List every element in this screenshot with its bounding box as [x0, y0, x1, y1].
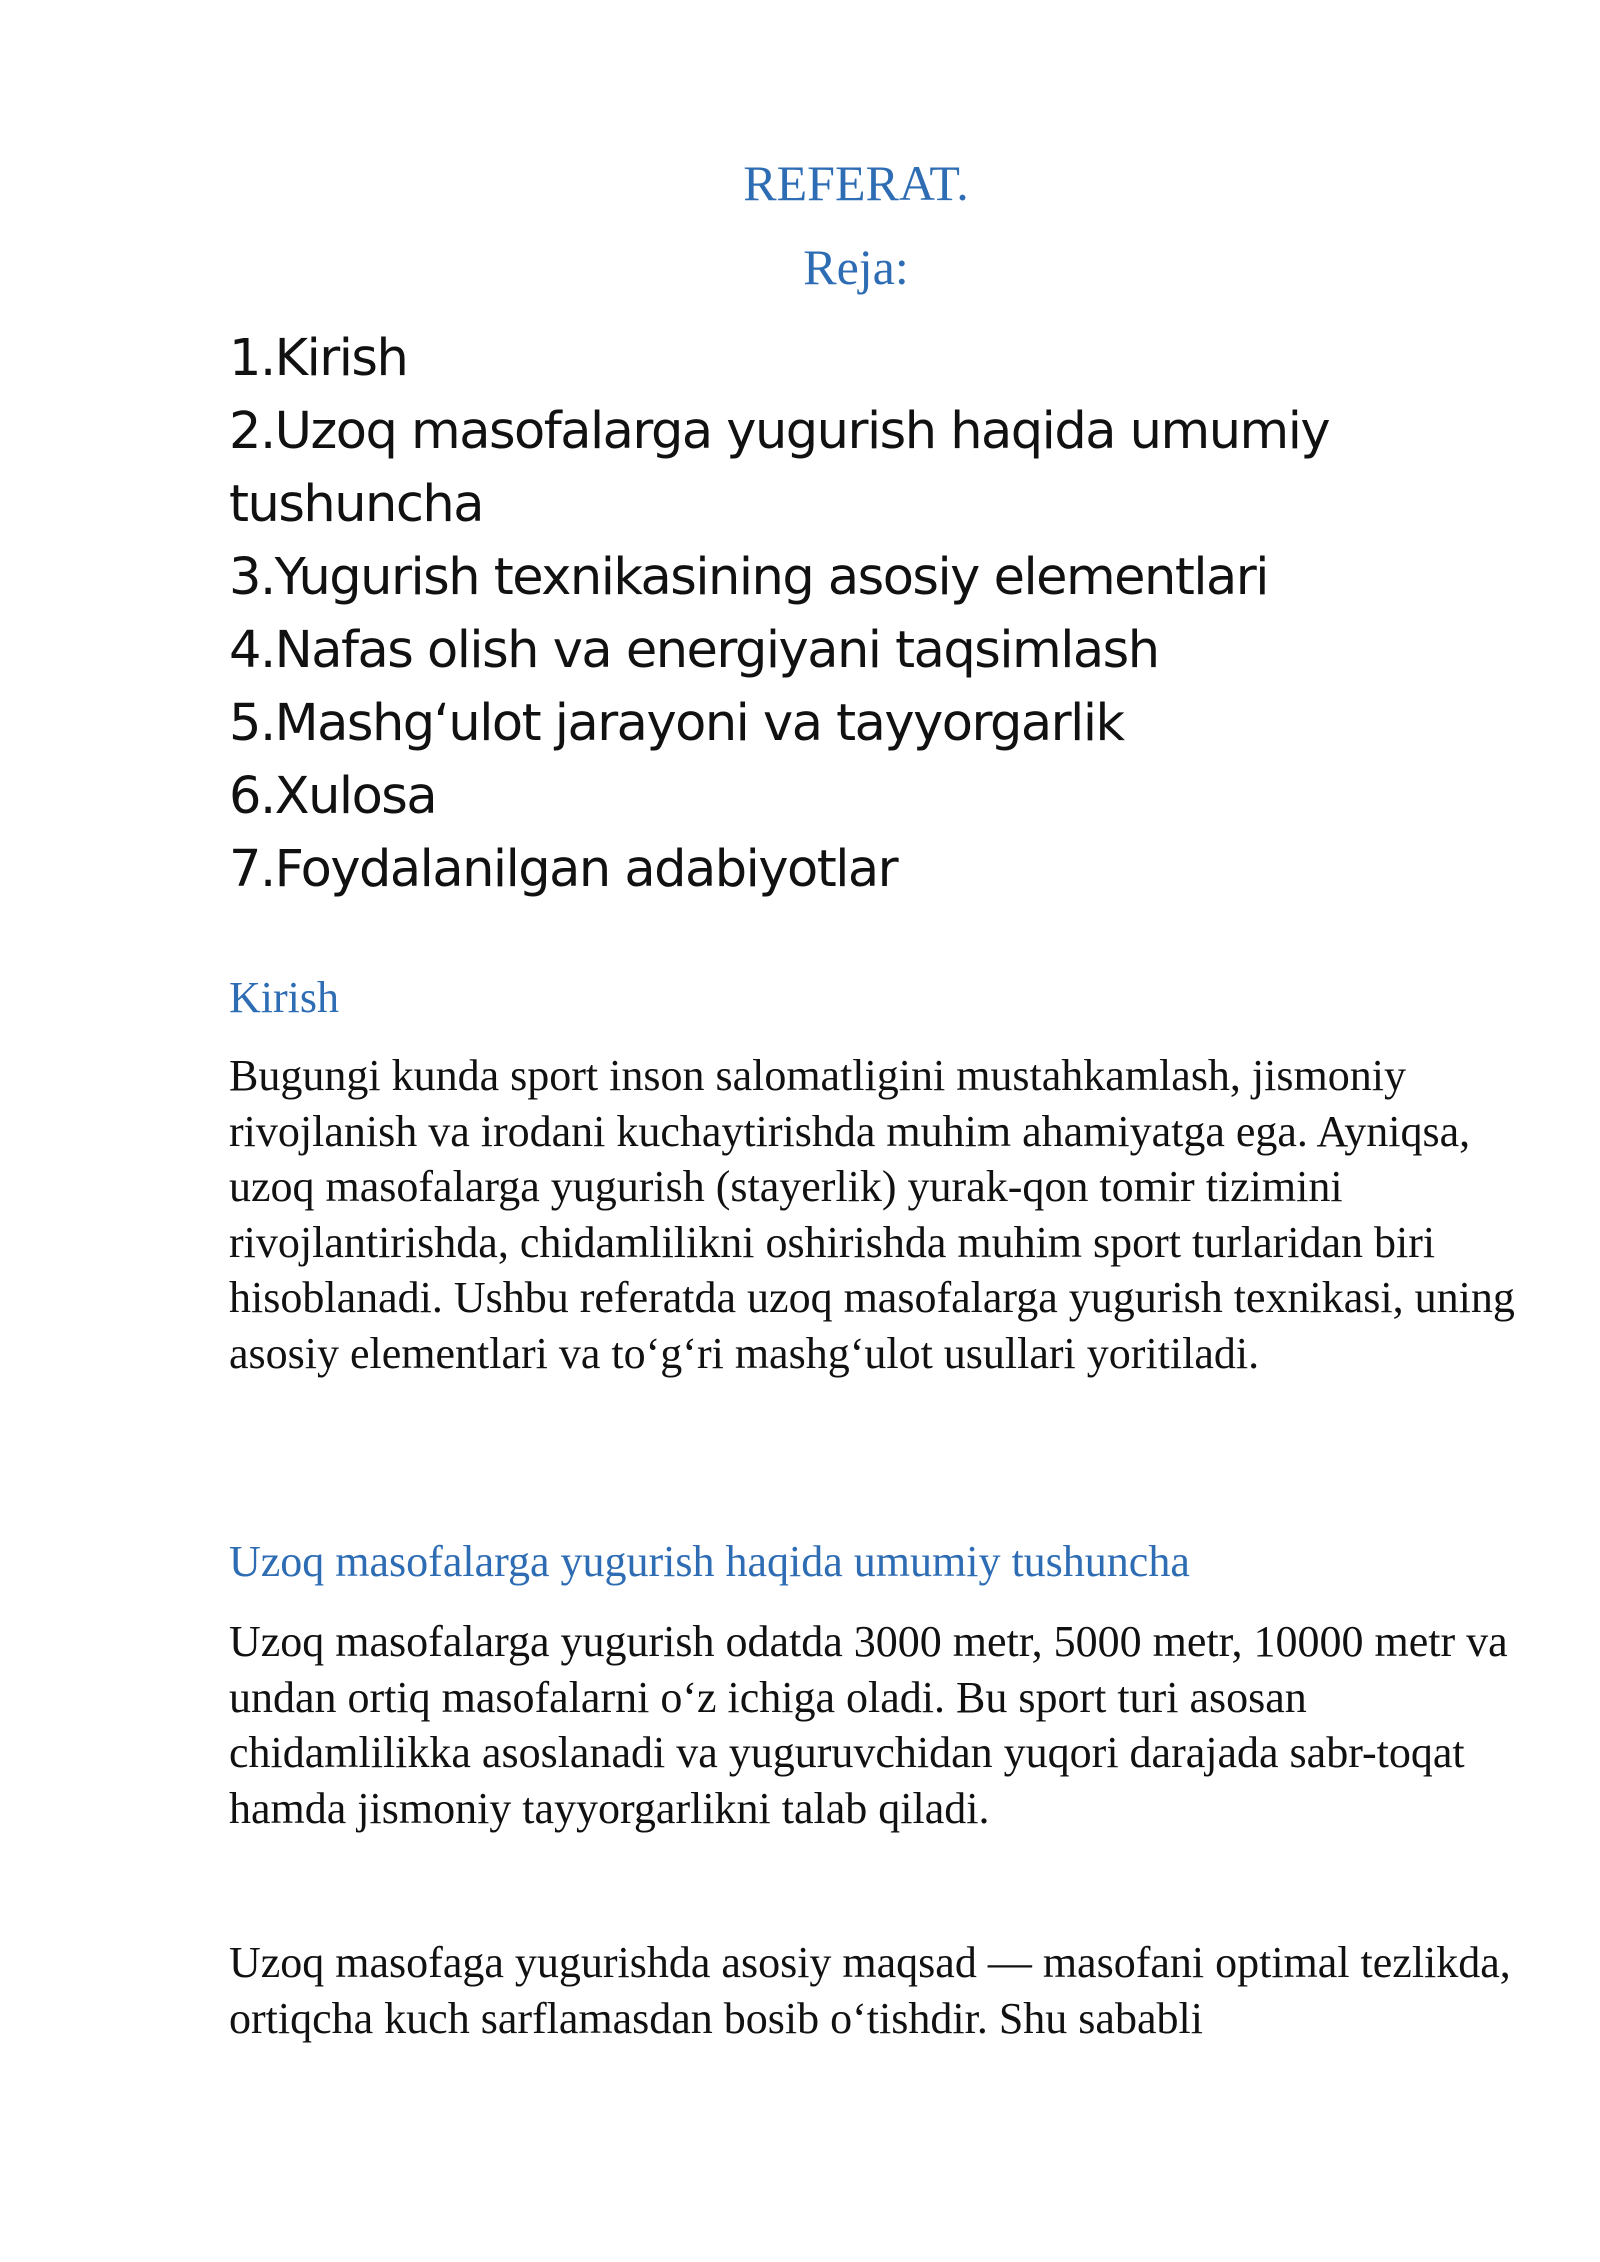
plan-item: 1.Kirish	[229, 329, 408, 388]
section-heading-uzoq-masofalarga: Uzoq masofalarga yugurish haqida umumiy tushuncha	[229, 1537, 1190, 1586]
plan-heading: Reja:	[803, 239, 909, 295]
section-heading-kirish: Kirish	[229, 973, 339, 1022]
section-paragraph: Uzoq masofalarga yugurish odatda 3000 metr, 5000 metr, 10000 metr va undan ortiq masofalarni o‘z ichiga oladi. Bu sport turi asosan chidamlilikka asoslanadi va yuguruvchidan yuqori darajada sabr-toqat hamda jismoniy tayyorgarlikni talab qiladi.	[229, 1617, 1508, 1833]
section-paragraph: Uzoq masofaga yugurishda asosiy maqsad — masofani optimal tezlikda, ortiqcha kuch sarflamasdan bosib o‘tishdir. Shu sababli	[229, 1938, 1511, 2043]
section-paragraph: Bugungi kunda sport inson salomatligini mustahkamlash, jismoniy rivojlanish va irodani kuchaytirishda muhim ahamiyatga ega. Ayniqsa, uzoq masofalarga yugurish (stayerlik) yurak-qon tomir tizimini rivojlantirishda, chidamlilikni oshirishda muhim sport turlaridan biri hisoblanadi. Ushbu referatda uzoq masofalarga yugurish texnikasi, uning asosiy elementlari va to‘g‘ri mashg‘ulot usullari yoritiladi.	[229, 1051, 1515, 1378]
document-title: REFERAT.	[743, 155, 969, 211]
plan-item: 6.Xulosa	[229, 767, 437, 826]
plan-item: 4.Nafas olish va energiyani taqsimlash	[229, 621, 1159, 680]
plan-item: 5.Mashg‘ulot jarayoni va tayyorgarlik	[229, 694, 1124, 753]
plan-item: 3.Yugurish texnikasining asosiy elementlari	[229, 548, 1268, 607]
plan-item: 7.Foydalanilgan adabiyotlar	[229, 840, 898, 899]
plan-list	[229, 322, 1469, 906]
plan-item: 2.Uzoq masofalarga yugurish haqida umumiy tushuncha	[229, 402, 1330, 534]
